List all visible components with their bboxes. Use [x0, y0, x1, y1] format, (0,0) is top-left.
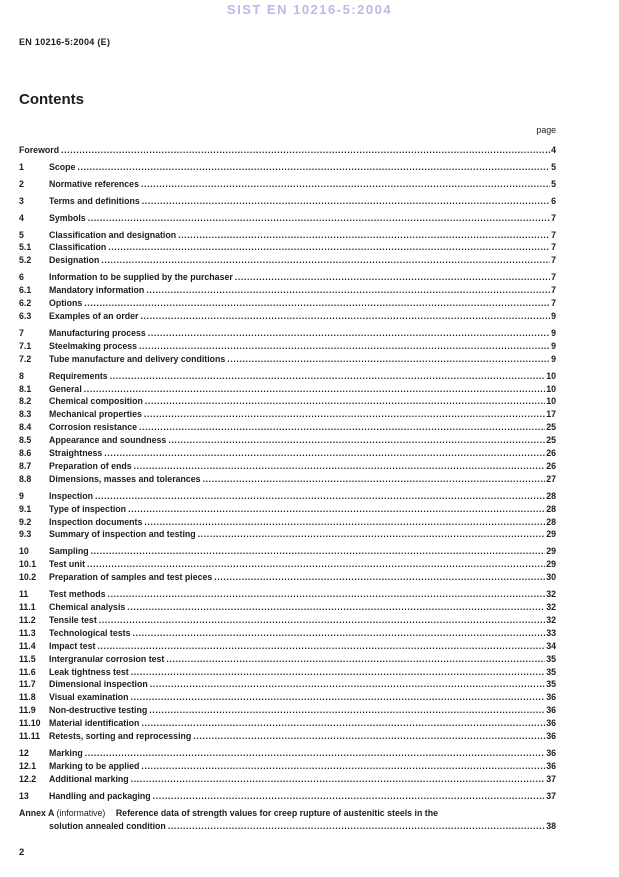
watermark-text: SIST EN 10216-5:2004: [226, 2, 393, 17]
toc-group: [19, 195, 556, 208]
toc-entry: [19, 178, 556, 191]
toc-entry-title: Sampling: [49, 546, 89, 557]
toc-entry-title: Symbols: [49, 212, 86, 223]
dot-leader: [127, 601, 545, 614]
toc-entry-number: 3: [19, 195, 24, 206]
toc-entry-title: Test unit: [49, 559, 85, 570]
dot-leader: [104, 447, 545, 460]
annex-title: Reference data of strength values for creep rupture of austenitic steels in the: [115, 807, 438, 818]
toc-entry-page: 7: [551, 229, 556, 240]
toc-entry-page: 36: [546, 747, 556, 758]
toc-entry-page: 5: [551, 178, 556, 189]
toc-entry-page: 7: [551, 298, 556, 309]
toc-entry-title: Foreword: [19, 145, 60, 155]
toc-entry-page: 4: [551, 145, 556, 155]
toc-entry-number: 11.9: [19, 705, 36, 716]
dot-leader: [110, 370, 546, 383]
toc-entry-number: 7.1: [19, 340, 32, 351]
toc-entry-page: 35: [546, 679, 556, 690]
toc-annex-entry: [19, 807, 556, 833]
toc-group: [19, 212, 556, 225]
toc-entry: [19, 144, 556, 157]
toc-entry-title: Mandatory information: [49, 285, 145, 296]
dot-leader: [142, 195, 550, 208]
toc-entry-number: 11.4: [19, 640, 36, 651]
dot-leader: [144, 408, 545, 421]
toc-entry: [19, 790, 556, 803]
toc-entry: [19, 571, 556, 584]
toc-entry-number: 11.8: [19, 692, 36, 703]
toc-entry: [19, 434, 556, 447]
toc-entry-number: 9.3: [19, 529, 32, 540]
toc-entry-page: 26: [546, 448, 556, 459]
toc-group: [19, 370, 556, 486]
toc-entry-title: Classification and designation: [49, 229, 177, 240]
toc-entry: [19, 310, 556, 323]
annex-title-continuation: solution annealed condition: [49, 820, 166, 831]
toc-entry-page: 7: [551, 212, 556, 223]
toc-entry: [19, 747, 556, 760]
toc-entry-title: Marking: [49, 747, 83, 758]
toc-entry-title: Intergranular corrosion test: [49, 653, 165, 664]
toc-entry: [19, 666, 556, 679]
toc-entry: [19, 229, 556, 242]
dot-leader: [168, 434, 545, 447]
toc-entry-number: 11.5: [19, 653, 36, 664]
toc-entry: [19, 383, 556, 396]
dot-leader: [140, 310, 550, 323]
toc-entry: [19, 730, 556, 743]
toc-entry: [19, 212, 556, 225]
toc-entry: [19, 271, 556, 284]
toc-entry-number: 6: [19, 272, 24, 283]
toc-entry-page: 28: [546, 490, 556, 501]
toc-entry: [19, 614, 556, 627]
toc-entry: [19, 516, 556, 529]
dot-leader: [148, 327, 550, 340]
toc-entry-title: Test methods: [49, 589, 106, 600]
dot-leader: [97, 640, 545, 653]
toc-entry: [19, 408, 556, 421]
toc-entry-number: 8.6: [19, 448, 32, 459]
dot-leader: [88, 212, 550, 225]
dot-leader: [134, 460, 546, 473]
toc-entry-page: 27: [546, 473, 556, 484]
toc-entry-number: 11: [19, 589, 29, 600]
toc-entry-page: 9: [551, 353, 556, 364]
toc-entry-page: 25: [546, 422, 556, 433]
toc-entry-title: Tube manufacture and delivery conditions: [49, 353, 226, 364]
toc-entry-title: Retests, sorting and reprocessing: [49, 731, 192, 742]
toc-entry: [19, 340, 556, 353]
toc-entry-number: 7: [19, 327, 24, 338]
toc-groups: [19, 144, 556, 803]
toc-entry-page: 29: [546, 559, 556, 570]
toc-entry-page: 29: [546, 546, 556, 557]
dot-leader: [145, 395, 545, 408]
toc-entry-number: 8.8: [19, 473, 32, 484]
toc-entry-number: 8.7: [19, 460, 32, 471]
dot-leader: [146, 284, 550, 297]
toc-entry: [19, 545, 556, 558]
toc-entry-title: Requirements: [49, 370, 108, 381]
toc-entry-number: 11.2: [19, 614, 36, 625]
contents-heading: Contents: [19, 91, 84, 108]
toc-entry-number: 9.2: [19, 516, 32, 527]
toc-entry-page: 29: [546, 529, 556, 540]
dot-leader: [139, 421, 545, 434]
dot-leader: [139, 340, 550, 353]
toc-entry-number: 5: [19, 229, 24, 240]
annex-line-2: [19, 820, 556, 833]
dot-leader: [150, 678, 545, 691]
toc-entry: [19, 717, 556, 730]
toc-entry-number: 5.2: [19, 255, 32, 266]
dot-leader: [141, 178, 550, 191]
toc-entry-page: 36: [546, 705, 556, 716]
dot-leader: [131, 666, 546, 679]
toc-entry: [19, 297, 556, 310]
toc-group: [19, 144, 556, 157]
toc-entry-page: 10: [546, 396, 556, 407]
toc-entry-title: Appearance and soundness: [49, 435, 167, 446]
toc-entry-page: 36: [546, 731, 556, 742]
toc-entry-page: 28: [546, 503, 556, 514]
dot-leader: [87, 558, 545, 571]
toc-entry-page: 36: [546, 692, 556, 703]
toc-entry: [19, 254, 556, 267]
toc-group: [19, 490, 556, 542]
dot-leader: [85, 747, 545, 760]
dot-leader: [168, 820, 545, 833]
annex-page-number: 38: [546, 820, 556, 831]
toc-entry: [19, 627, 556, 640]
toc-entry: [19, 241, 556, 254]
toc-entry-title: Type of inspection: [49, 503, 127, 514]
dot-leader: [128, 503, 545, 516]
dot-leader: [178, 229, 550, 242]
toc-entry-page: 35: [546, 653, 556, 664]
toc-entry-page: 7: [551, 242, 556, 253]
dot-leader: [108, 241, 550, 254]
toc-entry: [19, 284, 556, 297]
toc-entry-title: Dimensional inspection: [49, 679, 148, 690]
toc-entry: [19, 395, 556, 408]
toc-entry-page: 37: [546, 790, 556, 801]
toc-entry-page: 9: [551, 327, 556, 338]
toc-entry: [19, 691, 556, 704]
toc-entry-title: Tensile test: [49, 614, 97, 625]
toc-entry-number: 10.2: [19, 572, 37, 583]
annex-qualifier: (informative): [56, 807, 106, 818]
toc-entry-number: 8.4: [19, 422, 32, 433]
dot-leader: [193, 730, 545, 743]
toc-entry-title: Steelmaking process: [49, 340, 138, 351]
toc-entry: [19, 421, 556, 434]
toc-entry-number: 8: [19, 370, 24, 381]
toc-group: [19, 747, 556, 786]
toc-entry-title: Additional marking: [49, 773, 129, 784]
toc-entry-title: Non-destructive testing: [49, 705, 148, 716]
toc-entry-title: Examples of an order: [49, 310, 139, 321]
toc-entry-number: 10: [19, 546, 29, 557]
annex-line-1: [19, 807, 556, 820]
dot-leader: [214, 571, 545, 584]
toc-entry: [19, 503, 556, 516]
toc-entry-page: 32: [546, 589, 556, 600]
toc-entry-page: 34: [546, 640, 556, 651]
toc-entry-title: Summary of inspection and testing: [49, 529, 196, 540]
dot-leader: [235, 271, 550, 284]
toc-entry-number: 8.3: [19, 409, 32, 420]
toc-entry-title: Scope: [49, 161, 76, 172]
toc-group: [19, 327, 556, 366]
toc-group: [19, 161, 556, 174]
toc-entry: [19, 353, 556, 366]
toc-entry: [19, 447, 556, 460]
toc-entry-number: 5.1: [19, 242, 32, 253]
toc-entry: [19, 370, 556, 383]
dot-leader: [153, 790, 546, 803]
toc-entry-title: Preparation of ends: [49, 460, 132, 471]
toc-entry-title: Preparation of samples and test pieces: [49, 572, 213, 583]
toc-entry-title: Information to be supplied by the purchaser: [49, 272, 233, 283]
toc-entry-number: 12: [19, 747, 29, 758]
dot-leader: [77, 161, 550, 174]
toc-entry-page: 36: [546, 760, 556, 771]
toc-entry: [19, 490, 556, 503]
toc-entry-number: 6.2: [19, 298, 32, 309]
toc-entry-page: 10: [546, 383, 556, 394]
toc-entry-page: 26: [546, 460, 556, 471]
toc-entry-number: 11.6: [19, 666, 36, 677]
dot-leader: [203, 473, 546, 486]
toc-group: [19, 545, 556, 584]
toc-entry-title: Chemical composition: [49, 396, 143, 407]
toc-entry-title: Inspection documents: [49, 516, 143, 527]
table-of-contents: [19, 144, 556, 832]
toc-entry-page: 10: [546, 370, 556, 381]
toc-entry-page: 6: [551, 195, 556, 206]
dot-leader: [84, 297, 550, 310]
dot-leader: [95, 490, 545, 503]
dot-leader: [101, 254, 550, 267]
dot-leader: [131, 773, 546, 786]
annex-label: Annex A: [19, 807, 55, 818]
dot-leader: [149, 704, 545, 717]
dot-leader: [132, 627, 545, 640]
toc-entry-title: Dimensions, masses and tolerances: [49, 473, 201, 484]
toc-entry-page: 32: [546, 614, 556, 625]
dot-leader: [166, 653, 545, 666]
toc-group: [19, 229, 556, 268]
toc-entry-number: 8.5: [19, 435, 32, 446]
toc-entry-title: Visual examination: [49, 692, 129, 703]
toc-entry-page: 5: [551, 161, 556, 172]
document-reference: EN 10216-5:2004 (E): [19, 37, 111, 47]
toc-entry-title: Technological tests: [49, 627, 131, 638]
toc-entry-page: 36: [546, 718, 556, 729]
toc-entry: [19, 601, 556, 614]
footer-page-number: 2: [19, 847, 25, 858]
toc-entry-number: 9.1: [19, 503, 32, 514]
toc-entry-page: 33: [546, 627, 556, 638]
toc-entry-title: Classification: [49, 242, 107, 253]
toc-entry-title: Normative references: [49, 178, 139, 189]
toc-group: [19, 178, 556, 191]
toc-entry: [19, 327, 556, 340]
toc-entry-page: 37: [546, 773, 556, 784]
dot-leader: [131, 691, 546, 704]
toc-entry-number: 10.1: [19, 559, 37, 570]
toc-entry-page: 32: [546, 602, 556, 612]
toc-entry-number: 6.3: [19, 310, 32, 321]
toc-entry: [19, 653, 556, 666]
toc-entry: [19, 558, 556, 571]
toc-entry-title: Mechanical properties: [49, 409, 142, 420]
toc-entry-number: 8.1: [19, 383, 32, 394]
toc-entry-number: 6.1: [19, 285, 32, 296]
toc-entry-title: Manufacturing process: [49, 327, 146, 338]
toc-entry: [19, 473, 556, 486]
toc-entry-page: 9: [551, 340, 556, 351]
toc-entry: [19, 640, 556, 653]
dot-leader: [91, 545, 546, 558]
toc-entry: [19, 161, 556, 174]
toc-group: [19, 790, 556, 803]
toc-entry-title: Impact test: [49, 640, 96, 651]
toc-entry-page: 35: [546, 666, 556, 677]
toc-entry-title: Handling and packaging: [49, 790, 151, 801]
dot-leader: [108, 588, 546, 601]
toc-entry: [19, 528, 556, 541]
toc-entry-title: Designation: [49, 255, 100, 266]
toc-entry-page: 30: [546, 572, 556, 583]
page-column-label: page: [536, 125, 556, 135]
toc-entry-number: 11.1: [19, 602, 36, 612]
toc-entry-number: 11.3: [19, 627, 36, 638]
dot-leader: [227, 353, 550, 366]
toc-entry-number: 11.7: [19, 679, 36, 690]
toc-entry-number: 13: [19, 790, 29, 801]
toc-entry-number: 12.1: [19, 760, 37, 771]
toc-entry-page: 17: [546, 409, 556, 420]
toc-entry-number: 11.11: [19, 731, 41, 742]
toc-entry: [19, 773, 556, 786]
toc-entry-number: 7.2: [19, 353, 32, 364]
dot-leader: [99, 614, 545, 627]
toc-entry-title: Leak tightness test: [49, 666, 129, 677]
toc-entry-title: Marking to be applied: [49, 760, 140, 771]
dot-leader: [141, 760, 545, 773]
toc-entry-number: 1: [19, 161, 24, 172]
toc-entry: [19, 460, 556, 473]
toc-entry-number: 8.2: [19, 396, 32, 407]
toc-entry-number: 2: [19, 178, 24, 189]
toc-entry-number: 12.2: [19, 773, 37, 784]
toc-entry: [19, 678, 556, 691]
toc-entry-number: 9: [19, 490, 24, 501]
toc-entry-title: Options: [49, 298, 83, 309]
toc-entry-title: General: [49, 383, 82, 394]
toc-entry: [19, 195, 556, 208]
toc-entry: [19, 588, 556, 601]
toc-group: [19, 271, 556, 323]
toc-entry-page: 7: [551, 255, 556, 266]
toc-entry-title: Chemical analysis: [49, 602, 126, 612]
toc-entry-title: Straightness: [49, 448, 103, 459]
toc-entry-page: 28: [546, 516, 556, 527]
toc-entry-page: 7: [551, 285, 556, 296]
toc-entry-title: Material identification: [49, 718, 140, 729]
toc-entry-number: 4: [19, 212, 24, 223]
toc-group: [19, 588, 556, 743]
toc-entry-title: Terms and definitions: [49, 195, 140, 206]
toc-entry: [19, 760, 556, 773]
toc-entry-page: 9: [551, 310, 556, 321]
dot-leader: [198, 528, 546, 541]
dot-leader: [84, 383, 545, 396]
toc-entry-number: 11.10: [19, 718, 41, 729]
toc-entry-title: Inspection: [49, 490, 93, 501]
dot-leader: [141, 717, 545, 730]
dot-leader: [144, 516, 545, 529]
toc-entry-page: 7: [551, 272, 556, 283]
toc-entry: [19, 704, 556, 717]
toc-entry-title: Corrosion resistance: [49, 422, 137, 433]
toc-entry-page: 25: [546, 435, 556, 446]
dot-leader: [61, 144, 550, 157]
